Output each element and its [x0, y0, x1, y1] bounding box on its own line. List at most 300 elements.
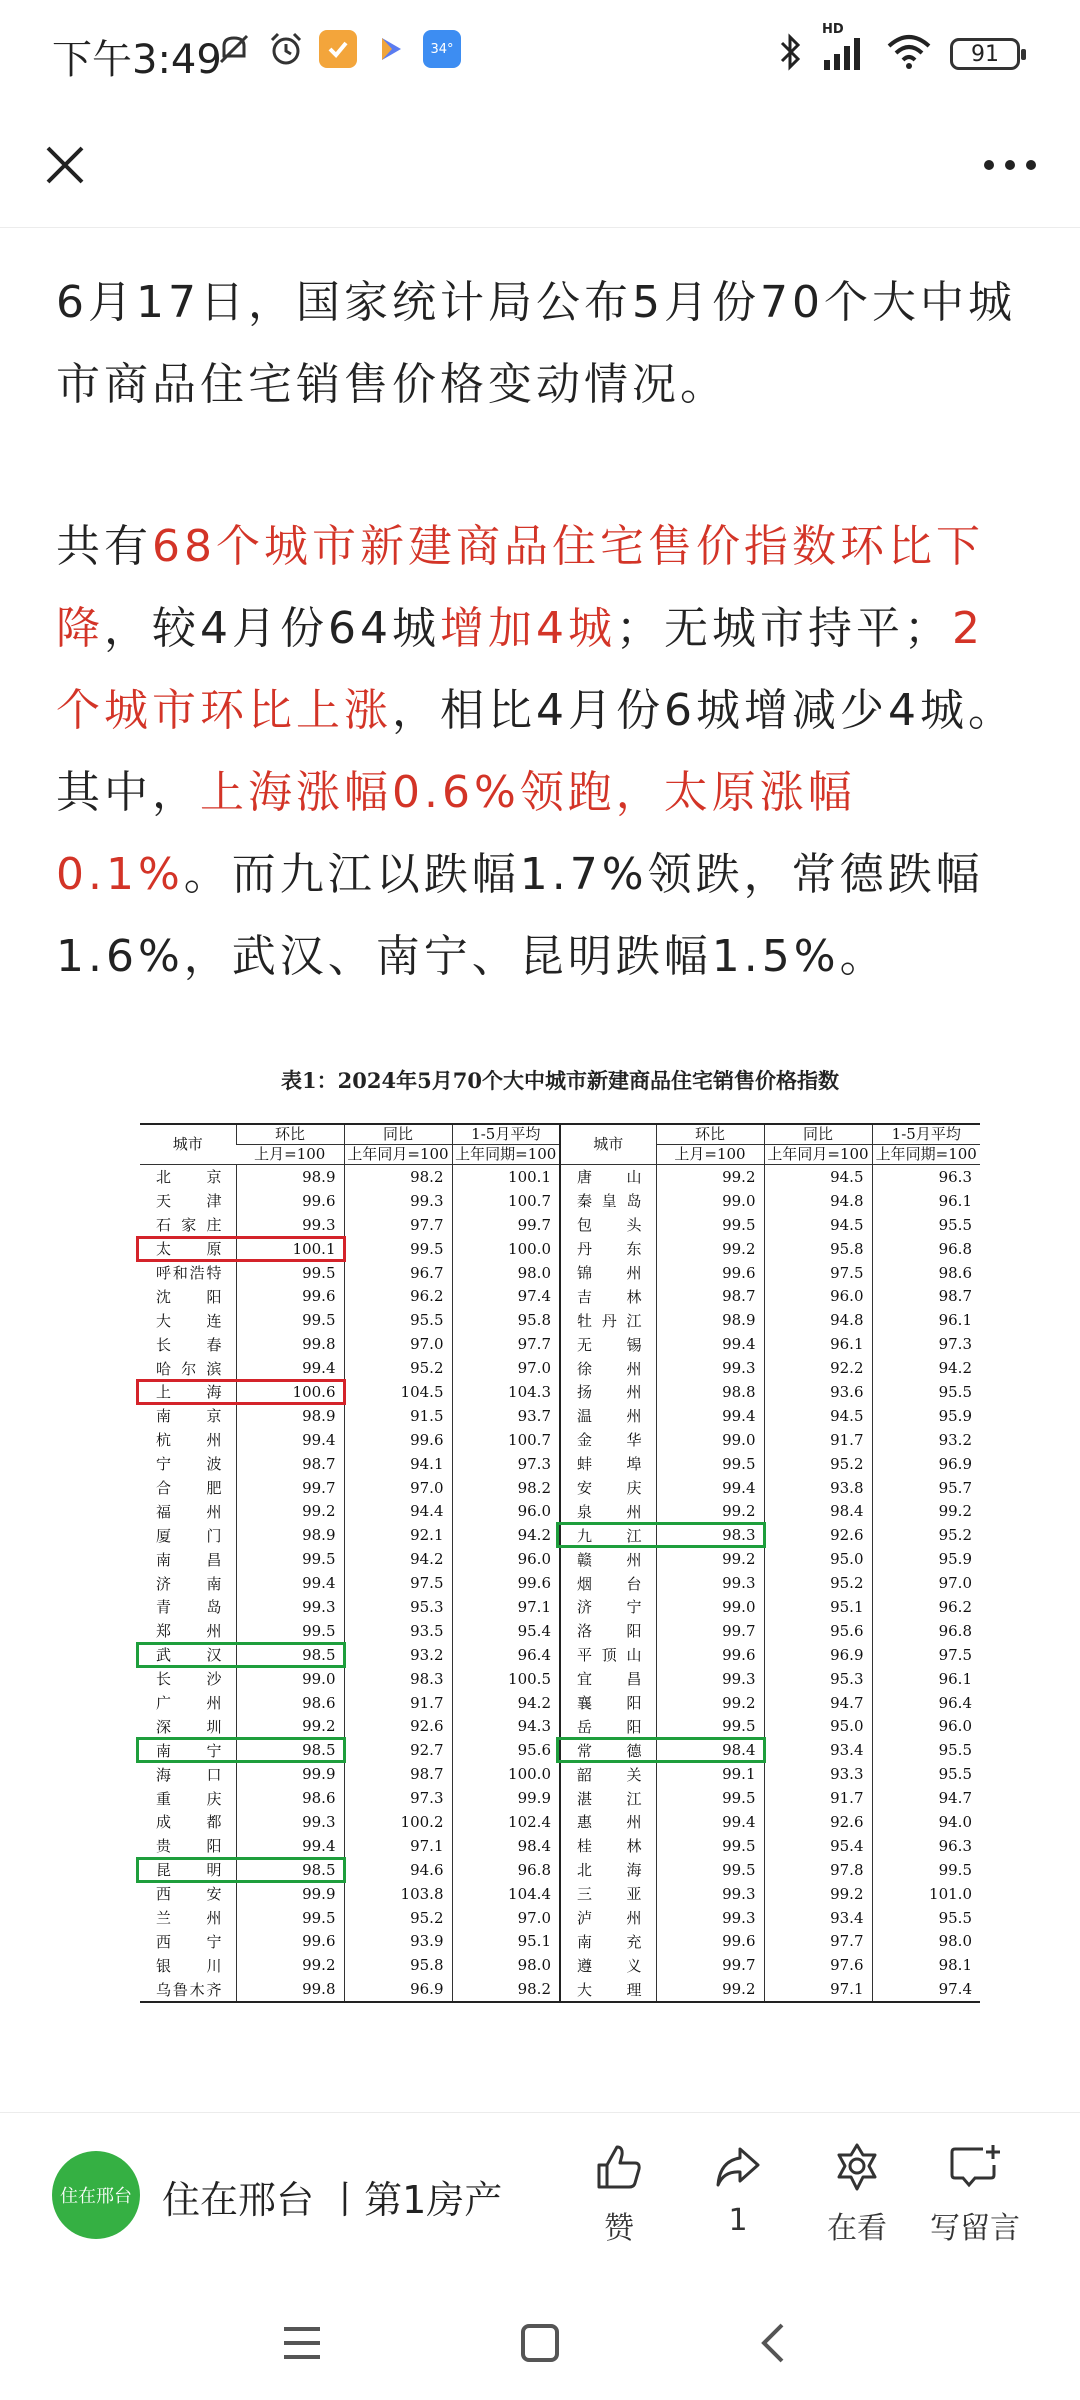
- value-cell: 96.4: [452, 1643, 560, 1667]
- table-row: [140, 1595, 980, 1619]
- value-cell: 95.3: [344, 1595, 452, 1619]
- city-cell: 锦州: [560, 1261, 656, 1285]
- city-cell: 西安: [156, 1885, 222, 1904]
- table-row: [140, 1428, 980, 1452]
- value-cell: 102.4: [452, 1810, 560, 1834]
- value-cell: 95.2: [764, 1571, 872, 1595]
- share-count: 1: [728, 2203, 748, 2238]
- notification-icons: [215, 30, 461, 68]
- value-cell: 94.5: [764, 1165, 872, 1189]
- value-cell: 98.7: [236, 1452, 344, 1476]
- value-cell: 99.2: [236, 1714, 344, 1738]
- value-cell: 93.9: [344, 1930, 452, 1954]
- value-cell: 93.6: [764, 1380, 872, 1404]
- weather-icon: 34°: [423, 30, 461, 68]
- value-cell: 98.0: [452, 1953, 560, 1977]
- value-cell: 95.1: [452, 1930, 560, 1954]
- city-cell: 唐山: [560, 1165, 656, 1189]
- value-cell: 96.2: [872, 1595, 980, 1619]
- value-cell: 99.6: [452, 1571, 560, 1595]
- value-cell: 96.8: [872, 1237, 980, 1261]
- share-icon: [712, 2141, 764, 2193]
- city-cell: 杭州: [156, 1431, 222, 1450]
- value-cell: 99.8: [236, 1977, 344, 2002]
- value-cell: 94.2: [872, 1356, 980, 1380]
- value-cell: 93.4: [764, 1738, 872, 1762]
- city-cell: 安庆: [560, 1476, 656, 1500]
- highlight-box: [556, 1522, 766, 1548]
- value-cell: 98.6: [236, 1691, 344, 1715]
- city-cell: 厦门: [156, 1526, 222, 1545]
- value-cell: 97.0: [452, 1356, 560, 1380]
- value-cell: 99.9: [236, 1882, 344, 1906]
- value-cell: 95.6: [452, 1738, 560, 1762]
- value-cell: 96.1: [872, 1308, 980, 1332]
- value-cell: 96.8: [872, 1619, 980, 1643]
- value-cell: 97.1: [764, 1977, 872, 2002]
- value-cell: 94.2: [452, 1691, 560, 1715]
- value-cell: 99.5: [656, 1858, 764, 1882]
- header-yoy-base: 上年同月=100: [344, 1145, 452, 1165]
- city-cell: 大理: [560, 1977, 656, 2002]
- value-cell: 100.7: [452, 1189, 560, 1213]
- city-cell: 北海: [560, 1858, 656, 1882]
- city-cell: 呼和浩特: [156, 1264, 222, 1282]
- value-cell: 94.4: [344, 1499, 452, 1523]
- value-cell: 95.7: [872, 1476, 980, 1500]
- value-cell: 95.8: [452, 1308, 560, 1332]
- city-cell: 平顶山: [560, 1643, 656, 1667]
- city-cell: 宜昌: [560, 1667, 656, 1691]
- value-cell: 93.2: [344, 1643, 452, 1667]
- value-cell: 95.2: [344, 1906, 452, 1930]
- value-cell: 99.2: [656, 1977, 764, 2002]
- value-cell: 95.0: [764, 1714, 872, 1738]
- app-notification-icon: [319, 30, 357, 68]
- header-city: 城市: [560, 1124, 656, 1165]
- city-cell: 牡丹江: [560, 1308, 656, 1332]
- value-cell: 92.2: [764, 1356, 872, 1380]
- value-cell: 99.5: [236, 1906, 344, 1930]
- table-row: [140, 1476, 980, 1500]
- value-cell: 99.8: [236, 1332, 344, 1356]
- header-mom-base: 上月=100: [236, 1145, 344, 1165]
- value-cell: 103.8: [344, 1882, 452, 1906]
- account-avatar[interactable]: [52, 2151, 140, 2239]
- value-cell: 96.0: [872, 1714, 980, 1738]
- value-cell: 96.1: [872, 1189, 980, 1213]
- table-row: [140, 1308, 980, 1332]
- value-cell: 99.7: [236, 1476, 344, 1500]
- header-ytd: 1-5月平均: [872, 1124, 980, 1145]
- value-cell: 92.6: [764, 1523, 872, 1547]
- table-row: [140, 1619, 980, 1643]
- value-cell: 95.5: [344, 1308, 452, 1332]
- city-cell: 无锡: [560, 1332, 656, 1356]
- value-cell: 99.5: [656, 1213, 764, 1237]
- value-cell: 99.2: [656, 1237, 764, 1261]
- city-cell: 大连: [156, 1311, 222, 1330]
- value-cell: 100.5: [452, 1667, 560, 1691]
- value-cell: 98.2: [344, 1165, 452, 1189]
- comment-button[interactable]: [920, 2141, 1030, 2247]
- share-button[interactable]: [683, 2141, 793, 2238]
- city-cell: 济宁: [560, 1595, 656, 1619]
- city-cell: 岳阳: [560, 1714, 656, 1738]
- watching-label: 在看: [827, 2211, 887, 2246]
- value-cell: 96.1: [764, 1332, 872, 1356]
- value-cell: 98.7: [656, 1284, 764, 1308]
- value-cell: 99.3: [656, 1356, 764, 1380]
- value-cell: 99.4: [236, 1356, 344, 1380]
- value-cell: 96.9: [872, 1452, 980, 1476]
- value-cell: 97.0: [344, 1476, 452, 1500]
- value-cell: 91.7: [764, 1428, 872, 1452]
- divider: [0, 227, 1080, 228]
- value-cell: 99.5: [656, 1452, 764, 1476]
- value-cell: 99.4: [656, 1810, 764, 1834]
- highlight-box: [556, 1737, 766, 1763]
- highlight-box: [136, 1857, 346, 1883]
- table-row: [140, 1571, 980, 1595]
- value-cell: 97.7: [452, 1332, 560, 1356]
- header-yoy: 同比: [764, 1124, 872, 1145]
- table-row: [140, 1714, 980, 1738]
- city-cell: 洛阳: [560, 1619, 656, 1643]
- value-cell: 99.0: [656, 1189, 764, 1213]
- value-cell: 97.0: [872, 1571, 980, 1595]
- thumbs-up-icon: [593, 2141, 645, 2193]
- value-cell: 95.5: [872, 1906, 980, 1930]
- table-row: [140, 1930, 980, 1954]
- city-cell: 秦皇岛: [560, 1189, 656, 1213]
- table-row: [140, 1547, 980, 1571]
- value-cell: 98.2: [452, 1476, 560, 1500]
- system-indicators: [778, 22, 1020, 76]
- status-bar: [0, 0, 1080, 110]
- value-cell: 98.5: [236, 1643, 344, 1667]
- value-cell: 99.5: [656, 1786, 764, 1810]
- article-paragraph-2: 共有68个城市新建商品住宅售价指数环比下降，较4月份64城增加4城；无城市持平；2个城市环比上涨，相比4月份6城增减少4城。其中，上海涨幅0.6%领跑，太原涨幅0.1%。而九江以跌幅1.7%领跌，常德跌幅1.6%，武汉、南宁、昆明跌幅1.5%。: [56, 521, 1016, 982]
- value-cell: 98.9: [236, 1165, 344, 1189]
- value-cell: 99.7: [656, 1953, 764, 1977]
- bluetooth-icon: [778, 32, 804, 76]
- value-cell: 98.5: [236, 1738, 344, 1762]
- value-cell: 97.5: [344, 1571, 452, 1595]
- value-cell: 98.6: [236, 1786, 344, 1810]
- value-cell: 95.4: [764, 1834, 872, 1858]
- value-cell: 104.3: [452, 1380, 560, 1404]
- city-cell: 上海: [156, 1383, 222, 1402]
- account-logo-text: 住在邢台: [60, 2186, 132, 2207]
- article-body: [56, 262, 1026, 1078]
- header-ytd-base: 上年同期=100: [452, 1145, 560, 1165]
- table-row: [140, 1834, 980, 1858]
- city-cell: 乌鲁木齐: [140, 1977, 236, 2002]
- value-cell: 100.7: [452, 1428, 560, 1452]
- city-cell: 银川: [156, 1956, 222, 1975]
- signal-icon: [822, 22, 868, 76]
- value-cell: 96.1: [872, 1667, 980, 1691]
- value-cell: 99.5: [236, 1619, 344, 1643]
- value-cell: 95.5: [872, 1762, 980, 1786]
- value-cell: 94.8: [764, 1308, 872, 1332]
- value-cell: 100.2: [344, 1810, 452, 1834]
- city-cell: 吉林: [560, 1284, 656, 1308]
- city-cell: 温州: [560, 1404, 656, 1428]
- table-row: [140, 1213, 980, 1237]
- value-cell: 98.8: [656, 1380, 764, 1404]
- value-cell: 99.0: [236, 1667, 344, 1691]
- city-cell: 襄阳: [560, 1691, 656, 1715]
- value-cell: 101.0: [872, 1882, 980, 1906]
- value-cell: 98.6: [872, 1261, 980, 1285]
- value-cell: 95.1: [764, 1595, 872, 1619]
- value-cell: 96.9: [344, 1977, 452, 2002]
- value-cell: 94.5: [764, 1404, 872, 1428]
- city-cell: 蚌埠: [560, 1452, 656, 1476]
- value-cell: 99.7: [452, 1213, 560, 1237]
- value-cell: 98.9: [236, 1404, 344, 1428]
- value-cell: 99.3: [236, 1810, 344, 1834]
- value-cell: 96.9: [764, 1643, 872, 1667]
- value-cell: 95.9: [872, 1547, 980, 1571]
- value-cell: 99.5: [236, 1308, 344, 1332]
- comment-label: 写留言: [930, 2211, 1020, 2246]
- city-cell: 长沙: [156, 1670, 222, 1689]
- value-cell: 99.3: [656, 1906, 764, 1930]
- account-name[interactable]: 住在邢台 丨第1房产: [162, 2178, 503, 2222]
- value-cell: 97.1: [344, 1834, 452, 1858]
- value-cell: 100.1: [236, 1237, 344, 1261]
- home-nav-button[interactable]: [510, 2313, 570, 2373]
- city-cell: 南京: [156, 1407, 222, 1426]
- value-cell: 97.3: [872, 1332, 980, 1356]
- city-cell: 天津: [156, 1192, 222, 1211]
- value-cell: 95.6: [764, 1619, 872, 1643]
- value-cell: 99.5: [656, 1714, 764, 1738]
- table-row: [140, 1189, 980, 1213]
- header-ytd: 1-5月平均: [452, 1124, 560, 1145]
- video-app-icon: [371, 30, 409, 68]
- city-cell: 九江: [560, 1523, 656, 1547]
- value-cell: 99.3: [656, 1571, 764, 1595]
- table-row: [140, 1882, 980, 1906]
- city-cell: 烟台: [560, 1571, 656, 1595]
- table-row: [140, 1284, 980, 1308]
- value-cell: 95.2: [764, 1452, 872, 1476]
- table-row: [140, 1977, 980, 2002]
- city-cell: 海口: [156, 1765, 222, 1784]
- value-cell: 99.5: [236, 1261, 344, 1285]
- city-cell: 南充: [560, 1930, 656, 1954]
- value-cell: 92.7: [344, 1738, 452, 1762]
- value-cell: 99.4: [656, 1476, 764, 1500]
- value-cell: 99.3: [236, 1595, 344, 1619]
- value-cell: 94.2: [344, 1547, 452, 1571]
- value-cell: 92.6: [344, 1714, 452, 1738]
- city-cell: 贵阳: [156, 1837, 222, 1856]
- value-cell: 99.2: [656, 1547, 764, 1571]
- value-cell: 94.1: [344, 1452, 452, 1476]
- table-row: [140, 1691, 980, 1715]
- table-row: [140, 1667, 980, 1691]
- value-cell: 97.7: [764, 1930, 872, 1954]
- network-type: HD: [822, 22, 844, 37]
- value-cell: 98.3: [656, 1523, 764, 1547]
- value-cell: 99.0: [656, 1595, 764, 1619]
- value-cell: 98.7: [344, 1762, 452, 1786]
- city-cell: 北京: [156, 1168, 222, 1187]
- value-cell: 92.1: [344, 1523, 452, 1547]
- value-cell: 99.7: [656, 1619, 764, 1643]
- value-cell: 99.4: [236, 1428, 344, 1452]
- city-cell: 徐州: [560, 1356, 656, 1380]
- value-cell: 104.4: [452, 1882, 560, 1906]
- more-icon: [982, 158, 1038, 172]
- table-row: [140, 1906, 980, 1930]
- city-cell: 包头: [560, 1213, 656, 1237]
- value-cell: 99.0: [656, 1428, 764, 1452]
- value-cell: 95.5: [872, 1213, 980, 1237]
- city-cell: 惠州: [560, 1810, 656, 1834]
- city-cell: 西宁: [156, 1932, 222, 1951]
- value-cell: 98.4: [452, 1834, 560, 1858]
- city-cell: 宁波: [156, 1455, 222, 1474]
- value-cell: 98.4: [656, 1738, 764, 1762]
- value-cell: 99.4: [236, 1834, 344, 1858]
- value-cell: 96.0: [452, 1547, 560, 1571]
- city-cell: 哈尔滨: [156, 1359, 222, 1378]
- value-cell: 95.5: [872, 1380, 980, 1404]
- table-row: [140, 1332, 980, 1356]
- value-cell: 100.0: [452, 1762, 560, 1786]
- top-bar: [0, 110, 1080, 230]
- highlight-box: [136, 1236, 346, 1262]
- value-cell: 99.1: [656, 1762, 764, 1786]
- like-label: 赞: [604, 2211, 634, 2246]
- value-cell: 95.8: [344, 1953, 452, 1977]
- city-cell: 武汉: [156, 1646, 222, 1665]
- value-cell: 100.0: [452, 1237, 560, 1261]
- value-cell: 93.7: [452, 1404, 560, 1428]
- value-cell: 99.6: [236, 1189, 344, 1213]
- status-time: 下午3:49: [52, 37, 222, 83]
- more-button[interactable]: [970, 130, 1050, 200]
- value-cell: 97.5: [764, 1261, 872, 1285]
- value-cell: 97.7: [344, 1213, 452, 1237]
- back-nav-button[interactable]: [744, 2313, 804, 2373]
- value-cell: 94.5: [764, 1213, 872, 1237]
- value-cell: 94.0: [872, 1810, 980, 1834]
- city-cell: 青岛: [156, 1598, 222, 1617]
- city-cell: 深圳: [156, 1717, 222, 1736]
- city-cell: 广州: [156, 1694, 222, 1713]
- value-cell: 94.8: [764, 1189, 872, 1213]
- value-cell: 95.4: [452, 1619, 560, 1643]
- table-row: [140, 1786, 980, 1810]
- city-cell: 重庆: [156, 1789, 222, 1808]
- city-cell: 太原: [156, 1240, 222, 1259]
- value-cell: 98.0: [452, 1261, 560, 1285]
- value-cell: 95.5: [872, 1738, 980, 1762]
- city-cell: 遵义: [560, 1953, 656, 1977]
- value-cell: 99.2: [236, 1953, 344, 1977]
- value-cell: 99.6: [344, 1428, 452, 1452]
- table-row: [140, 1953, 980, 1977]
- value-cell: 99.6: [236, 1284, 344, 1308]
- value-cell: 99.5: [236, 1547, 344, 1571]
- menu-nav-button[interactable]: [272, 2313, 332, 2373]
- value-cell: 97.8: [764, 1858, 872, 1882]
- watching-button[interactable]: [802, 2141, 912, 2247]
- value-cell: 99.5: [872, 1858, 980, 1882]
- city-cell: 长春: [156, 1335, 222, 1354]
- price-index-table-image[interactable]: [140, 1065, 980, 2003]
- city-cell: 湛江: [560, 1786, 656, 1810]
- value-cell: 100.1: [452, 1165, 560, 1189]
- value-cell: 99.5: [344, 1237, 452, 1261]
- value-cell: 97.0: [452, 1906, 560, 1930]
- highlight-box: [136, 1737, 346, 1763]
- table-row: [140, 1499, 980, 1523]
- value-cell: 99.2: [656, 1165, 764, 1189]
- value-cell: 99.9: [452, 1786, 560, 1810]
- city-cell: 桂林: [560, 1834, 656, 1858]
- value-cell: 94.7: [764, 1691, 872, 1715]
- value-cell: 98.9: [656, 1308, 764, 1332]
- header-yoy-base: 上年同月=100: [764, 1145, 872, 1165]
- value-cell: 94.6: [344, 1858, 452, 1882]
- watching-icon: [831, 2141, 883, 2193]
- value-cell: 99.4: [656, 1332, 764, 1356]
- home-icon: [518, 2321, 562, 2365]
- value-cell: 97.3: [452, 1452, 560, 1476]
- city-cell: 兰州: [156, 1909, 222, 1928]
- value-cell: 96.0: [452, 1499, 560, 1523]
- city-cell: 成都: [156, 1813, 222, 1832]
- value-cell: 93.8: [764, 1476, 872, 1500]
- value-cell: 99.2: [872, 1499, 980, 1523]
- like-button[interactable]: [564, 2141, 674, 2247]
- close-button[interactable]: [30, 130, 100, 200]
- header-city: 城市: [140, 1124, 236, 1165]
- value-cell: 98.0: [872, 1930, 980, 1954]
- table-row: [140, 1404, 980, 1428]
- back-icon: [754, 2321, 794, 2365]
- value-cell: 99.3: [344, 1189, 452, 1213]
- battery-indicator: 91: [950, 38, 1020, 70]
- value-cell: 96.4: [872, 1691, 980, 1715]
- value-cell: 99.6: [656, 1930, 764, 1954]
- value-cell: 97.3: [344, 1786, 452, 1810]
- value-cell: 97.6: [764, 1953, 872, 1977]
- highlight-box: [136, 1642, 346, 1668]
- city-cell: 常德: [560, 1738, 656, 1762]
- city-cell: 泸州: [560, 1906, 656, 1930]
- value-cell: 94.3: [452, 1714, 560, 1738]
- value-cell: 97.4: [452, 1284, 560, 1308]
- close-icon: [43, 143, 87, 187]
- value-cell: 99.4: [656, 1404, 764, 1428]
- city-cell: 沈阳: [156, 1287, 222, 1306]
- city-cell: 扬州: [560, 1380, 656, 1404]
- value-cell: 93.3: [764, 1762, 872, 1786]
- city-cell: 韶关: [560, 1762, 656, 1786]
- value-cell: 91.5: [344, 1404, 452, 1428]
- value-cell: 92.6: [764, 1810, 872, 1834]
- value-cell: 99.6: [656, 1261, 764, 1285]
